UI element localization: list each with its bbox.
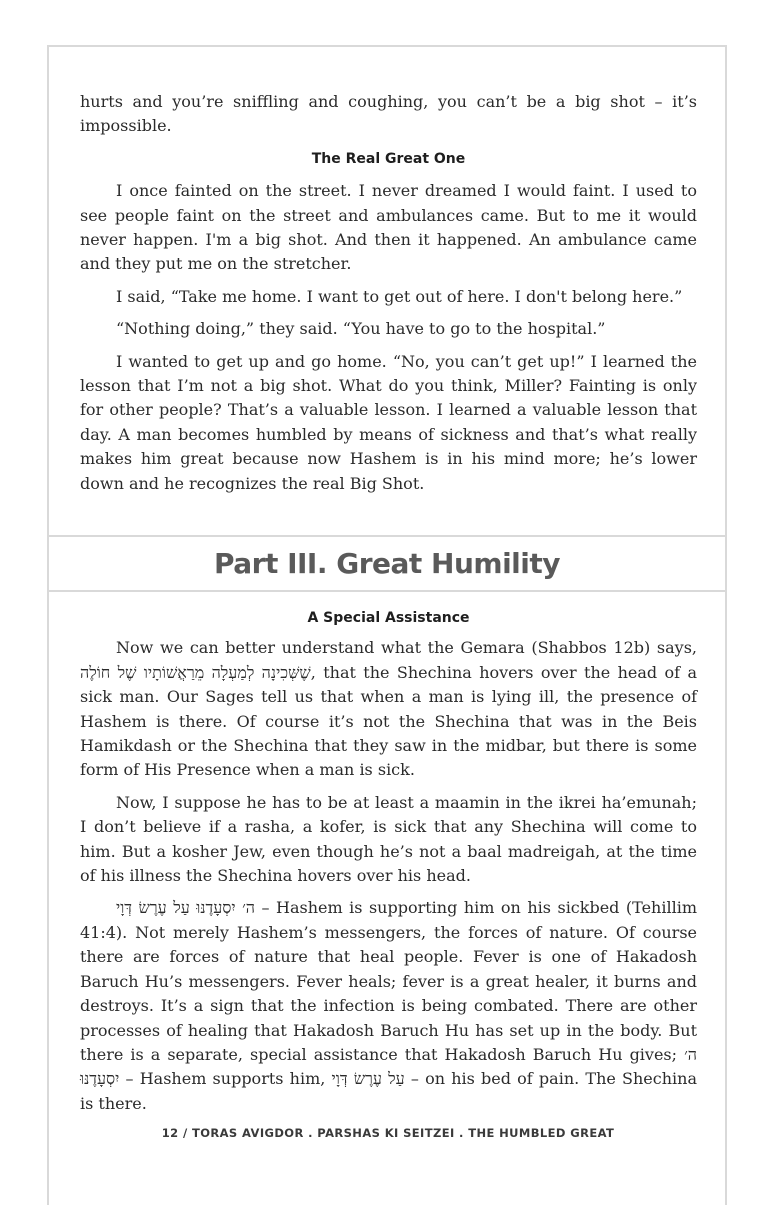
paragraph bbox=[80, 636, 697, 782]
hebrew-quote: שֶׁשְּׁכִינָה לְמַעְלָה מֵרַאֲשׁוֹתָיו שֶׁל חוֹלֶה bbox=[80, 662, 311, 682]
section-header bbox=[47, 535, 727, 592]
text-block-top bbox=[80, 90, 697, 504]
subheading-special-assistance: A Special Assistance bbox=[307, 610, 470, 626]
text-span: – on his bed of pain. The Shechina is there. bbox=[80, 1069, 697, 1113]
text-span: Now we can better understand what the Gemara (Shabbos 12b) says, bbox=[116, 638, 697, 658]
hebrew-quote: עַל עֶרֶשׂ דְּוָי bbox=[331, 1069, 405, 1089]
text-span: , that the Shechina hovers over the head of a sick man. Our Sages tell us that when a man is lying ill, the presence of Hashem is there. Of course it’s not the Shechina that was in the Beis Hamikdash or the Shechina that they saw in the midbar, but there is some form of His Presence when a man is sick. bbox=[80, 662, 698, 780]
paragraph: hurts and you’re sniffling and coughing, you can’t be a big shot – it’s impossible. bbox=[80, 92, 697, 136]
paragraph: I said, “Take me home. I want to get out of here. I don't belong here.” bbox=[116, 286, 683, 306]
hebrew-quote: ה׳ יִסְעָדֶנּוּ bbox=[80, 1044, 697, 1089]
text-block-bottom bbox=[80, 606, 697, 1124]
paragraph: Now, I suppose he has to be at least a maamin in the ikrei ha’emunah; I don’t believe if a rasha, a kofer, is sick that any Shechina will come to him. But a kosher Jew, even though he’s not a baal madreigah, at the time of his illness the Shechina hovers over his head. bbox=[80, 792, 697, 886]
paragraph: I wanted to get up and go home. “No, you can’t get up!” I learned the lesson that I’m not a big shot. What do you think, Miller? Fainting is only for other people? That’s a valuable lesson. I learned a valuable lesson that day. A man becomes humbled by means of sickness and that’s what really makes him great because now Hashem is in his mind more; he’s lower down and he recognizes the real Big Shot. bbox=[80, 351, 697, 493]
section-title: Part III. Great Humility bbox=[213, 547, 561, 580]
paragraph: “Nothing doing,” they said. “You have to go to the hospital.” bbox=[116, 319, 606, 339]
text-span: – Hashem is supporting him on his sickbed (Tehillim 41:4). Not merely Hashem’s messengers, the forces of nature. Of course there are forces of nature that heal people. Fever is one of Hakadosh Baruch Hu’s messengers. Fever heals; fever is a great healer, it burns and destroys. It’s a sign that the infection is being combated. There are other processes of healing that Hakadosh Baruch Hu has set up in the body. But there is a separate, special assistance that Hakadosh Baruch Hu gives; bbox=[80, 898, 698, 1064]
subheading-real-great-one: The Real Great One bbox=[311, 150, 466, 167]
paragraph bbox=[80, 896, 697, 1116]
running-footer: 12 / TORAS AVIGDOR . PARSHAS KI SEITZEI . THE HUMBLED GREAT bbox=[161, 1126, 615, 1140]
text-span: – Hashem supports him, bbox=[119, 1069, 332, 1089]
hebrew-quote: ה׳ יִסְעָדֶנּוּ עַל עֶרֶשׂ דְּוָי bbox=[116, 898, 255, 918]
paragraph: I once fainted on the street. I never dreamed I would faint. I used to see people faint on the street and ambulances came. But to me it would never happen. I'm a big shot. And then it happened. An ambulance came and they put me on the stretcher. bbox=[80, 181, 697, 274]
